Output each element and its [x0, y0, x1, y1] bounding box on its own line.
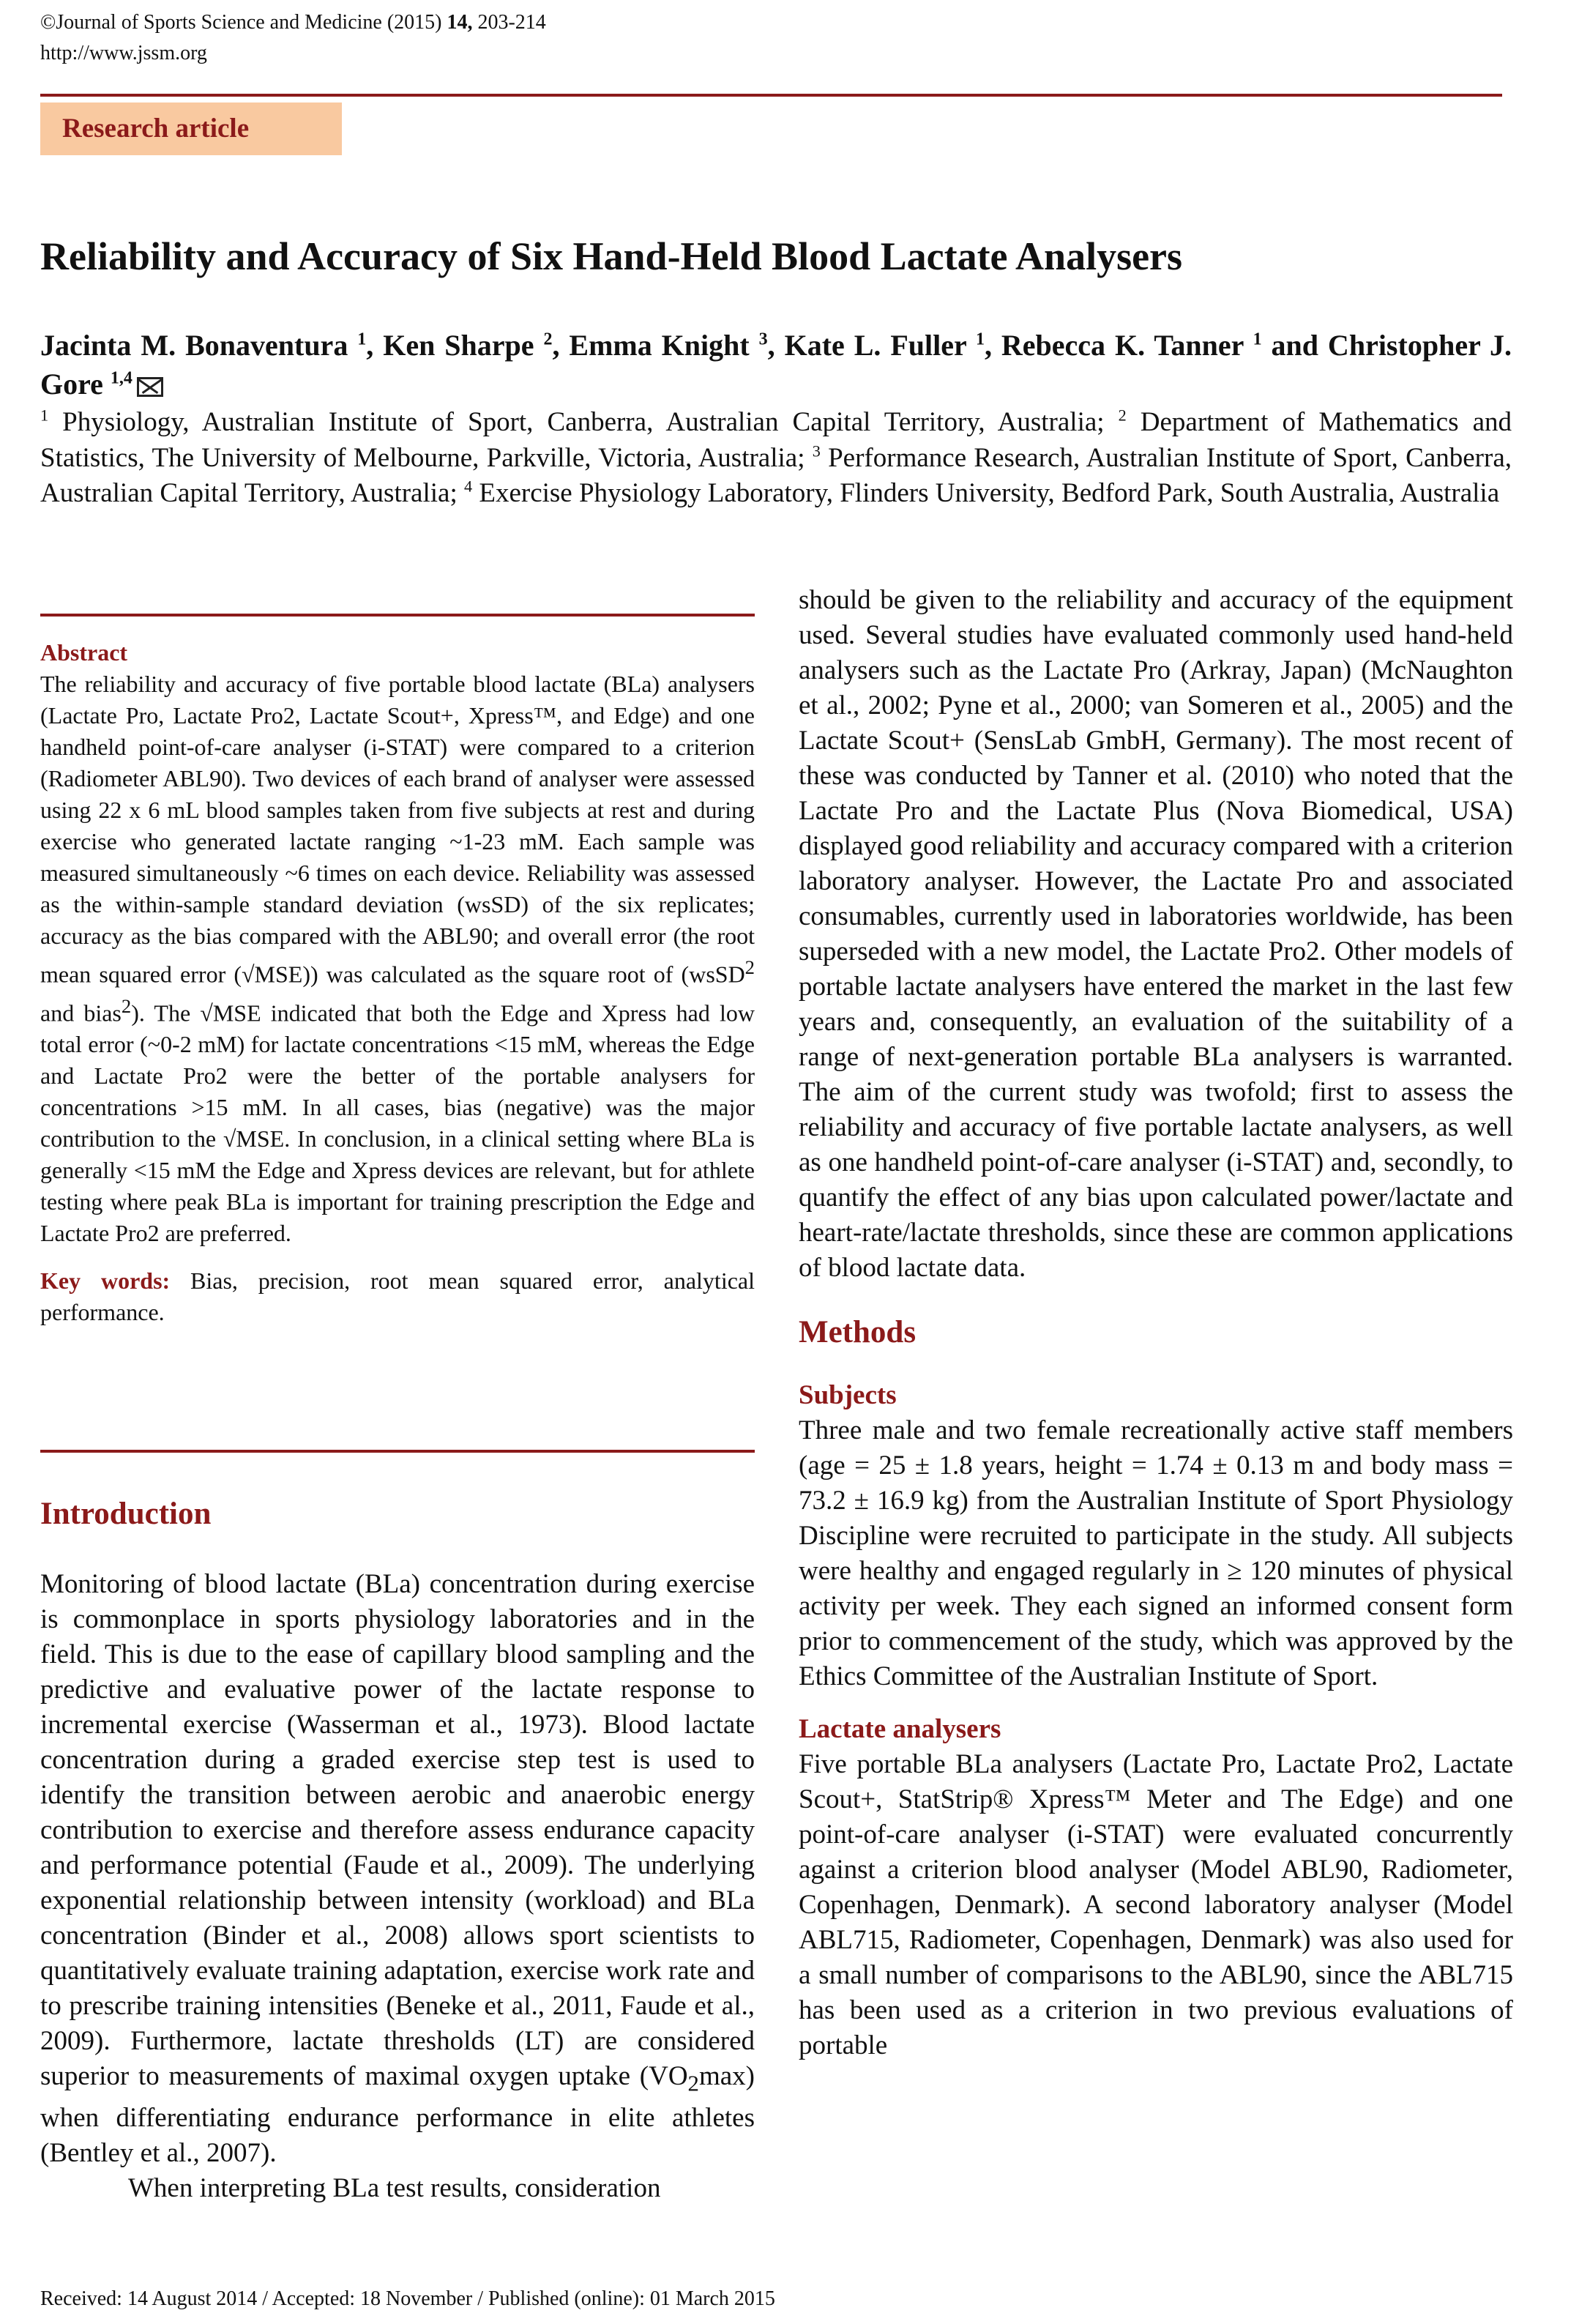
methods-heading: Methods — [799, 1315, 917, 1349]
article-title: Reliability and Accuracy of Six Hand-Held Blood Lactate Analysers — [40, 234, 1183, 278]
header-rule — [40, 94, 1502, 97]
author-list: Jacinta M. Bonaventura $^1$, Ken Sharpe $^2$, Emma Knight $^3$, Kate L. Fuller $^1$, Rebecca K. Tanner $^1$ and Christopher J. Gore $^{1,4}$ — [40, 329, 1512, 401]
article-type-badge: Research article — [40, 103, 342, 155]
journal-header — [40, 7, 546, 69]
abstract-text: The reliability and accuracy of five portable blood lactate (BLa) analysers (Lactate Pro, Lactate Pro2, Lactate Scout+, Xpress™, and Edge) and one handheld point-of-care analyser (i-STAT) were compared to a criterion (Radiometer ABL90). Two devices of each brand of analyser were assessed using 22 x 6 mL blood samples taken from five subjects at rest and during exercise who generated lactate ranging ~1-23 mM. Each sample was measured simultaneously ~6 times on each device. Reliability was assessed as the within-sample standard deviation (wsSD) of the six replicates; accuracy as the bias compared with the ABL90; and overall error (the root mean squared error (√MSE)) was calculated as the square root of (wsSD$^2$ and bias$^2$). The √MSE indicated that both the Edge and Xpress had low total error (~0-2 mM) for lactate concentrations <15 mM, whereas the Edge and Lactate Pro2 were the better of the portable analysers for concentrations >15 mM. In all cases, bias (negative) was the major contribution to the √MSE. In conclusion, in a clinical setting where BLa is generally <15 mM the Edge and Xpress devices are relevant, but for athlete testing where peak BLa is important for training prescription the Edge and Lactate Pro2 are preferred. — [40, 671, 755, 1247]
introduction-paragraph-2-continued: should be given to the reliability and accuracy of the equipment used. Several studies have evaluated commonly used hand-held analysers such as the Lactate Pro (Arkray, Japan) (McNaughton et al., 2002; Pyne et al., 2000; van Someren et al., 2005) and the Lactate Scout+ (SensLab GmbH, Germany). The most recent of these was conducted by Tanner et al. (2010) who noted that the Lactate Pro and the Lactate Plus (Nova Biomedical, USA) displayed good reliability and accuracy compared with a criterion laboratory analyser. However, the Lactate Pro and associated consumables, currently used in laboratories worldwide, has been superseded with a new model, the Lactate Pro2. Other models of portable lactate analysers have entered the market in the last few years and, consequently, an evaluation of the suitability of a range of next-generation portable BLa analysers is warranted. The aim of the current study was twofold; first to assess the reliability and accuracy of five portable lactate analysers, as well as one handheld point-of-care analyser (i-STAT) and, secondly, to quantify the effect of any bias upon calculated power/lactate and heart-rate/lactate thresholds, since these are common applications of blood lactate data. — [799, 585, 1513, 1283]
affiliations: $^1$ Physiology, Australian Institute of Sport, Canberra, Australian Capital Territory, Australia; $^2$ Department of Mathematics and Statistics, The University of Melbourne, Parkville, Victoria, Australia; $^3$ Performance Research, Australian Institute of Sport, Canberra, Australian Capital Territory, Australia; $^4$ Exercise Physiology Laboratory, Flinders University, Bedford Park, South Australia, Australia — [40, 406, 1512, 508]
introduction-heading: Introduction — [40, 1497, 212, 1531]
introduction-block — [40, 1494, 755, 2206]
journal-url[interactable]: http://www.jssm.org — [40, 42, 207, 64]
lactate-analysers-heading: Lactate analysers — [799, 1714, 1001, 1744]
publication-dates: Received: 14 August 2014 / Accepted: 18 November / Published (online): 01 March 2015 — [40, 2287, 775, 2310]
abstract-bottom-rule — [40, 1450, 755, 1453]
abstract-top-rule — [40, 614, 755, 617]
envelope-icon[interactable] — [137, 377, 163, 397]
introduction-paragraph-2: When interpreting BLa test results, consideration — [128, 2173, 661, 2204]
abstract-block — [40, 637, 755, 1328]
journal-citation: ©Journal of Sports Science and Medicine (2015) 14, 203-214 — [40, 11, 546, 34]
introduction-paragraph-1: Monitoring of blood lactate (BLa) concentration during exercise is commonplace in sports physiology laboratories and in the field. This is due to the ease of capillary blood sampling and the predictive and evaluative power of the lactate response to incremental exercise (Wasserman et al., 1973). Blood lactate concentration during a graded exercise step test is used to identify the transition between aerobic and anaerobic energy contribution to exercise and therefore assess endurance capacity and performance potential (Faude et al., 2009). The underlying exponential relationship between intensity (workload) and BLa concentration (Binder et al., 2008) allows sport scientists to quantitatively evaluate training adaptation, exercise work rate and to prescribe training intensities (Beneke et al., 2011, Faude et al., 2009). Furthermore, lactate thresholds (LT) are considered superior to measurements of maximal oxygen uptake $(VO_2\max)$ when differentiating endurance performance in elite athletes (Bentley et al., 2007). — [40, 1569, 755, 2169]
subjects-paragraph: Three male and two female recreationally active staff members (age = 25 ± 1.8 years, height = 1.74 ± 0.13 m and body mass = 73.2 ± 16.9 kg) from the Australian Institute of Sport Physiology Discipline were recruited to participate in the study. All subjects were healthy and engaged regularly in ≥ 120 minutes of physical activity per week. They each signed an informed consent form prior to commencement of the study, which was approved by the Ethics Committee of the Australian Institute of Sport. — [799, 1415, 1513, 1691]
lactate-analysers-paragraph: Five portable BLa analysers (Lactate Pro, Lactate Pro2, Lactate Scout+, StatStrip® Xpress™ Meter and The Edge) and one point-of-care analyser (i-STAT) were evaluated concurrently against a criterion blood analyser (Model ABL90, Radiometer, Copenhagen, Denmark). A second laboratory analyser (Model ABL715, Radiometer, Copenhagen, Denmark) was also used for a small number of comparisons to the ABL90, since the ABL715 has been used as a criterion in two previous evaluations of portable — [799, 1749, 1513, 2060]
abstract-heading: Abstract — [40, 639, 128, 666]
subjects-heading: Subjects — [799, 1380, 897, 1410]
right-column — [799, 583, 1513, 2063]
keywords: Key words: Bias, precision, root mean squared error, analytical performance. — [40, 1267, 755, 1326]
